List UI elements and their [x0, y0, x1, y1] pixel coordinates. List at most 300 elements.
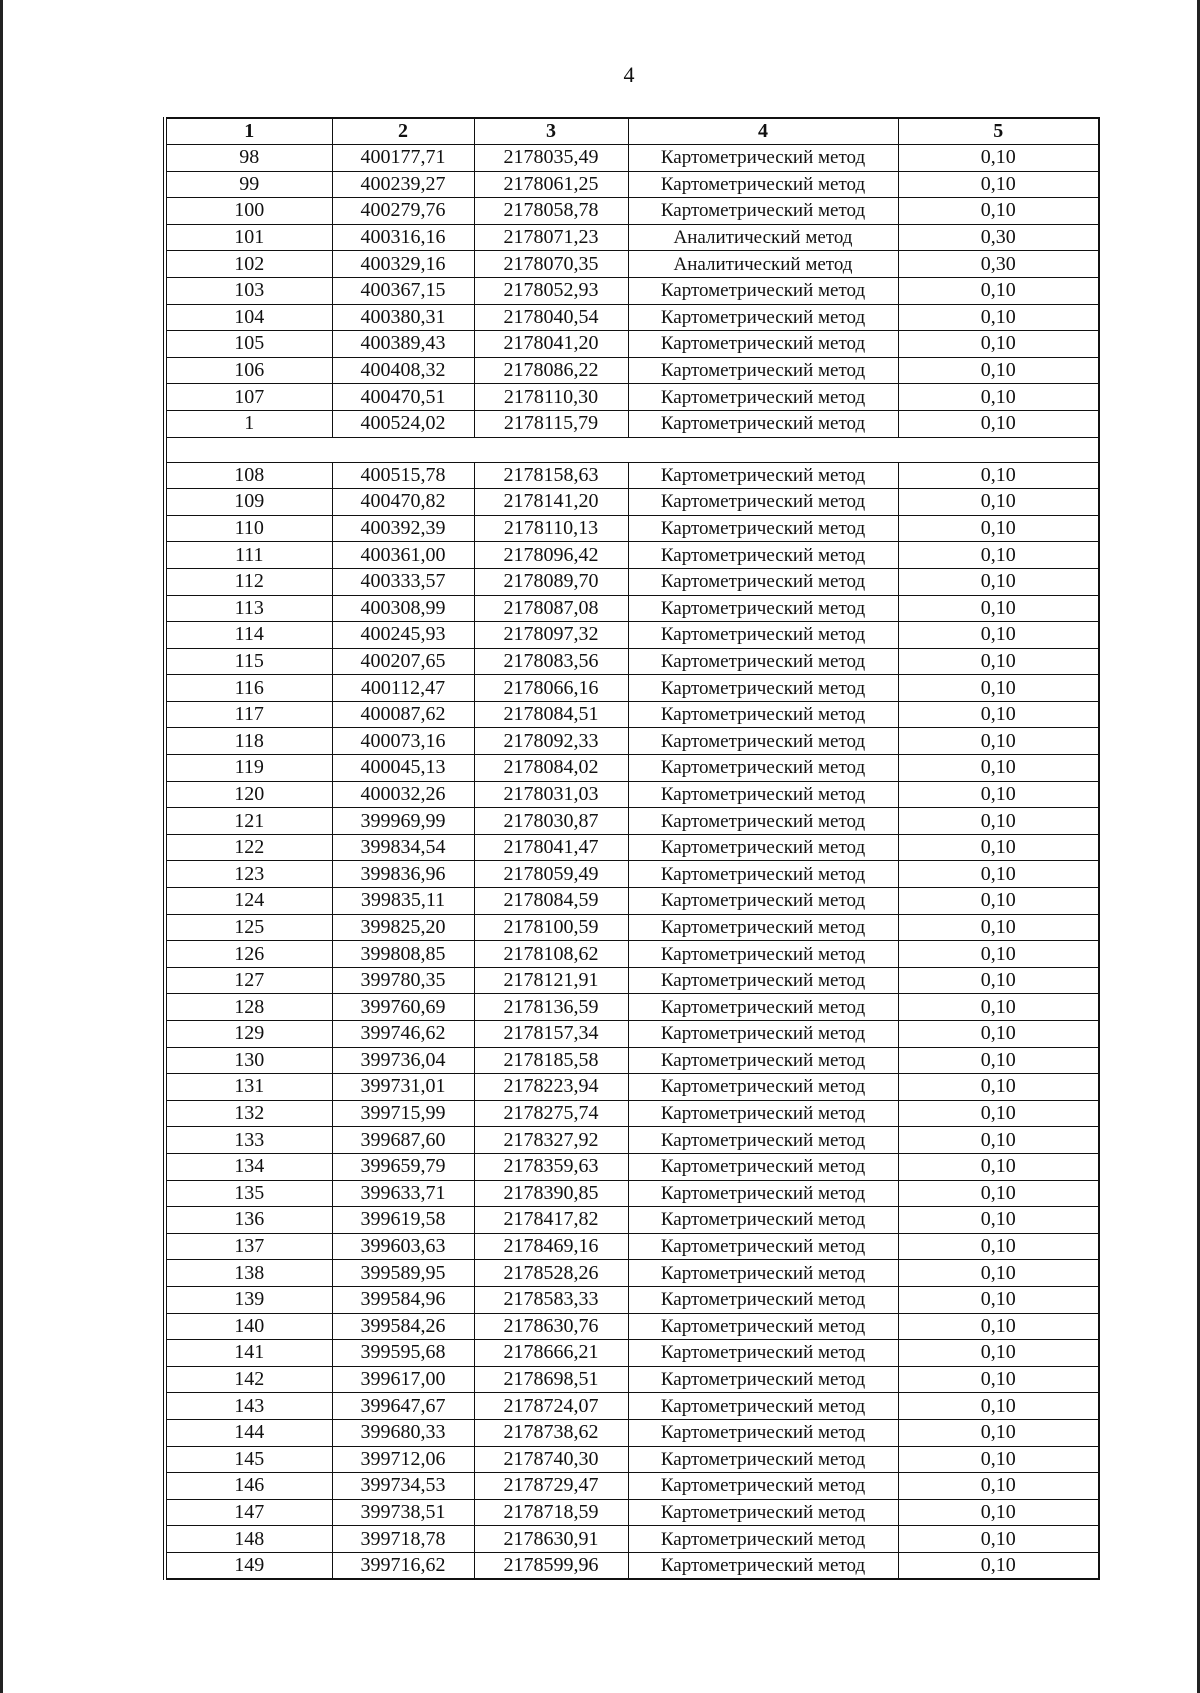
cell-determination-method: Картометрический метод	[628, 675, 898, 702]
cell-determination-method: Картометрический метод	[628, 994, 898, 1021]
cell-accuracy: 0,10	[898, 701, 1099, 728]
cell-point-number: 125	[165, 914, 332, 941]
cell-accuracy: 0,10	[898, 967, 1099, 994]
cell-accuracy: 0,30	[898, 251, 1099, 278]
cell-y-coordinate: 2178086,22	[474, 357, 628, 384]
cell-determination-method: Картометрический метод	[628, 1499, 898, 1526]
cell-determination-method: Картометрический метод	[628, 701, 898, 728]
cell-y-coordinate: 2178041,20	[474, 331, 628, 358]
cell-point-number: 146	[165, 1473, 332, 1500]
table-row	[165, 410, 1099, 437]
table-header-row	[165, 118, 1099, 145]
cell-x-coordinate: 399825,20	[332, 914, 474, 941]
cell-accuracy: 0,10	[898, 622, 1099, 649]
cell-determination-method: Картометрический метод	[628, 1552, 898, 1579]
cell-x-coordinate: 399619,58	[332, 1207, 474, 1234]
cell-x-coordinate: 400032,26	[332, 781, 474, 808]
cell-accuracy: 0,10	[898, 1021, 1099, 1048]
cell-y-coordinate: 2178275,74	[474, 1100, 628, 1127]
cell-point-number: 147	[165, 1499, 332, 1526]
cell-determination-method: Картометрический метод	[628, 1526, 898, 1553]
cell-determination-method: Аналитический метод	[628, 224, 898, 251]
cell-point-number: 109	[165, 489, 332, 516]
cell-accuracy: 0,10	[898, 595, 1099, 622]
cell-y-coordinate: 2178121,91	[474, 967, 628, 994]
cell-determination-method: Картометрический метод	[628, 1100, 898, 1127]
cell-accuracy: 0,10	[898, 171, 1099, 198]
cell-point-number: 131	[165, 1074, 332, 1101]
table-row	[165, 568, 1099, 595]
cell-y-coordinate: 2178738,62	[474, 1419, 628, 1446]
cell-x-coordinate: 400245,93	[332, 622, 474, 649]
cell-y-coordinate: 2178136,59	[474, 994, 628, 1021]
cell-point-number: 114	[165, 622, 332, 649]
cell-determination-method: Картометрический метод	[628, 808, 898, 835]
cell-y-coordinate: 2178110,13	[474, 515, 628, 542]
cell-y-coordinate: 2178070,35	[474, 251, 628, 278]
cell-y-coordinate: 2178141,20	[474, 489, 628, 516]
cell-y-coordinate: 2178035,49	[474, 145, 628, 172]
cell-y-coordinate: 2178030,87	[474, 808, 628, 835]
cell-x-coordinate: 400073,16	[332, 728, 474, 755]
cell-determination-method: Картометрический метод	[628, 1366, 898, 1393]
cell-determination-method: Картометрический метод	[628, 410, 898, 437]
cell-accuracy: 0,10	[898, 728, 1099, 755]
cell-accuracy: 0,10	[898, 1047, 1099, 1074]
cell-x-coordinate: 400316,16	[332, 224, 474, 251]
cell-y-coordinate: 2178108,62	[474, 941, 628, 968]
cell-accuracy: 0,10	[898, 1340, 1099, 1367]
cell-determination-method: Картометрический метод	[628, 1419, 898, 1446]
cell-determination-method: Картометрический метод	[628, 171, 898, 198]
cell-y-coordinate: 2178097,32	[474, 622, 628, 649]
cell-accuracy: 0,10	[898, 1552, 1099, 1579]
cell-y-coordinate: 2178041,47	[474, 834, 628, 861]
cell-x-coordinate: 400389,43	[332, 331, 474, 358]
table-row	[165, 1233, 1099, 1260]
cell-point-number: 115	[165, 648, 332, 675]
table-row	[165, 781, 1099, 808]
cell-accuracy: 0,10	[898, 568, 1099, 595]
cell-point-number: 103	[165, 277, 332, 304]
cell-x-coordinate: 400333,57	[332, 568, 474, 595]
cell-y-coordinate: 2178327,92	[474, 1127, 628, 1154]
cell-point-number: 143	[165, 1393, 332, 1420]
cell-determination-method: Картометрический метод	[628, 781, 898, 808]
table-row	[165, 1393, 1099, 1420]
cell-determination-method: Картометрический метод	[628, 728, 898, 755]
coordinates-table	[163, 117, 1100, 1580]
cell-accuracy: 0,10	[898, 331, 1099, 358]
cell-y-coordinate: 2178040,54	[474, 304, 628, 331]
table-block-1	[165, 145, 1099, 438]
cell-y-coordinate: 2178087,08	[474, 595, 628, 622]
cell-y-coordinate: 2178059,49	[474, 861, 628, 888]
table-row	[165, 701, 1099, 728]
cell-x-coordinate: 399736,04	[332, 1047, 474, 1074]
cell-y-coordinate: 2178058,78	[474, 198, 628, 225]
cell-determination-method: Картометрический метод	[628, 622, 898, 649]
cell-x-coordinate: 399780,35	[332, 967, 474, 994]
cell-point-number: 1	[165, 410, 332, 437]
cell-x-coordinate: 400380,31	[332, 304, 474, 331]
cell-determination-method: Картометрический метод	[628, 1127, 898, 1154]
header-col-3: 3	[474, 118, 628, 145]
cell-x-coordinate: 400279,76	[332, 198, 474, 225]
table-row	[165, 1473, 1099, 1500]
table-row	[165, 515, 1099, 542]
cell-point-number: 108	[165, 462, 332, 489]
cell-point-number: 136	[165, 1207, 332, 1234]
cell-determination-method: Картометрический метод	[628, 277, 898, 304]
cell-point-number: 101	[165, 224, 332, 251]
cell-determination-method: Картометрический метод	[628, 861, 898, 888]
cell-accuracy: 0,10	[898, 1207, 1099, 1234]
page-number: 4	[623, 62, 635, 87]
cell-point-number: 98	[165, 145, 332, 172]
table-row	[165, 1446, 1099, 1473]
cell-x-coordinate: 399738,51	[332, 1499, 474, 1526]
cell-point-number: 119	[165, 755, 332, 782]
cell-y-coordinate: 2178110,30	[474, 384, 628, 411]
cell-y-coordinate: 2178084,51	[474, 701, 628, 728]
cell-y-coordinate: 2178066,16	[474, 675, 628, 702]
cell-y-coordinate: 2178417,82	[474, 1207, 628, 1234]
cell-accuracy: 0,10	[898, 1233, 1099, 1260]
cell-accuracy: 0,10	[898, 304, 1099, 331]
cell-accuracy: 0,10	[898, 1366, 1099, 1393]
cell-x-coordinate: 399834,54	[332, 834, 474, 861]
cell-point-number: 123	[165, 861, 332, 888]
cell-determination-method: Картометрический метод	[628, 304, 898, 331]
cell-x-coordinate: 399595,68	[332, 1340, 474, 1367]
cell-determination-method: Картометрический метод	[628, 1393, 898, 1420]
cell-determination-method: Картометрический метод	[628, 1021, 898, 1048]
cell-x-coordinate: 400367,15	[332, 277, 474, 304]
cell-x-coordinate: 399589,95	[332, 1260, 474, 1287]
cell-x-coordinate: 399712,06	[332, 1446, 474, 1473]
cell-y-coordinate: 2178359,63	[474, 1153, 628, 1180]
cell-determination-method: Картометрический метод	[628, 648, 898, 675]
cell-x-coordinate: 400470,82	[332, 489, 474, 516]
header-col-1: 1	[165, 118, 332, 145]
cell-accuracy: 0,10	[898, 1419, 1099, 1446]
cell-x-coordinate: 399716,62	[332, 1552, 474, 1579]
table-row	[165, 1153, 1099, 1180]
cell-point-number: 139	[165, 1286, 332, 1313]
cell-point-number: 113	[165, 595, 332, 622]
cell-y-coordinate: 2178061,25	[474, 171, 628, 198]
cell-accuracy: 0,10	[898, 1499, 1099, 1526]
cell-accuracy: 0,10	[898, 648, 1099, 675]
cell-determination-method: Картометрический метод	[628, 1286, 898, 1313]
cell-accuracy: 0,10	[898, 808, 1099, 835]
cell-x-coordinate: 400207,65	[332, 648, 474, 675]
cell-point-number: 121	[165, 808, 332, 835]
cell-y-coordinate: 2178729,47	[474, 1473, 628, 1500]
cell-point-number: 99	[165, 171, 332, 198]
cell-point-number: 104	[165, 304, 332, 331]
table-block-separator	[165, 437, 1099, 462]
table-row	[165, 1366, 1099, 1393]
cell-point-number: 134	[165, 1153, 332, 1180]
cell-point-number: 141	[165, 1340, 332, 1367]
separator-row	[165, 437, 1099, 462]
cell-y-coordinate: 2178089,70	[474, 568, 628, 595]
table-row	[165, 1526, 1099, 1553]
cell-x-coordinate: 400045,13	[332, 755, 474, 782]
table-row	[165, 462, 1099, 489]
cell-x-coordinate: 399647,67	[332, 1393, 474, 1420]
cell-y-coordinate: 2178528,26	[474, 1260, 628, 1287]
cell-determination-method: Картометрический метод	[628, 331, 898, 358]
cell-y-coordinate: 2178599,96	[474, 1552, 628, 1579]
cell-y-coordinate: 2178666,21	[474, 1340, 628, 1367]
cell-accuracy: 0,10	[898, 542, 1099, 569]
cell-point-number: 106	[165, 357, 332, 384]
cell-x-coordinate: 399584,96	[332, 1286, 474, 1313]
cell-y-coordinate: 2178469,16	[474, 1233, 628, 1260]
cell-determination-method: Картометрический метод	[628, 755, 898, 782]
cell-determination-method: Картометрический метод	[628, 941, 898, 968]
table-row	[165, 1021, 1099, 1048]
cell-point-number: 100	[165, 198, 332, 225]
cell-accuracy: 0,10	[898, 1100, 1099, 1127]
table-row	[165, 675, 1099, 702]
cell-x-coordinate: 399731,01	[332, 1074, 474, 1101]
table-row	[165, 1552, 1099, 1579]
table-row	[165, 1074, 1099, 1101]
cell-y-coordinate: 2178698,51	[474, 1366, 628, 1393]
cell-determination-method: Картометрический метод	[628, 888, 898, 915]
cell-point-number: 111	[165, 542, 332, 569]
cell-accuracy: 0,10	[898, 1446, 1099, 1473]
cell-y-coordinate: 2178157,34	[474, 1021, 628, 1048]
table-row	[165, 1419, 1099, 1446]
cell-accuracy: 0,10	[898, 410, 1099, 437]
cell-x-coordinate: 400524,02	[332, 410, 474, 437]
cell-y-coordinate: 2178630,76	[474, 1313, 628, 1340]
cell-point-number: 116	[165, 675, 332, 702]
table-row	[165, 1207, 1099, 1234]
cell-x-coordinate: 400515,78	[332, 462, 474, 489]
cell-determination-method: Картометрический метод	[628, 1340, 898, 1367]
table-row	[165, 861, 1099, 888]
cell-x-coordinate: 399835,11	[332, 888, 474, 915]
cell-accuracy: 0,10	[898, 1313, 1099, 1340]
cell-accuracy: 0,10	[898, 914, 1099, 941]
cell-determination-method: Картометрический метод	[628, 1207, 898, 1234]
cell-accuracy: 0,10	[898, 994, 1099, 1021]
cell-x-coordinate: 399969,99	[332, 808, 474, 835]
cell-x-coordinate: 399633,71	[332, 1180, 474, 1207]
cell-accuracy: 0,10	[898, 888, 1099, 915]
cell-x-coordinate: 399760,69	[332, 994, 474, 1021]
cell-determination-method: Картометрический метод	[628, 1153, 898, 1180]
table-row	[165, 357, 1099, 384]
cell-x-coordinate: 400361,00	[332, 542, 474, 569]
cell-accuracy: 0,30	[898, 224, 1099, 251]
cell-x-coordinate: 399659,79	[332, 1153, 474, 1180]
table-row	[165, 304, 1099, 331]
cell-point-number: 138	[165, 1260, 332, 1287]
cell-determination-method: Картометрический метод	[628, 1074, 898, 1101]
table-row	[165, 834, 1099, 861]
cell-x-coordinate: 399617,00	[332, 1366, 474, 1393]
cell-point-number: 130	[165, 1047, 332, 1074]
cell-determination-method: Картометрический метод	[628, 1180, 898, 1207]
table-row	[165, 941, 1099, 968]
cell-point-number: 140	[165, 1313, 332, 1340]
table-row	[165, 1340, 1099, 1367]
cell-determination-method: Картометрический метод	[628, 384, 898, 411]
cell-accuracy: 0,10	[898, 357, 1099, 384]
table-row	[165, 489, 1099, 516]
cell-x-coordinate: 400087,62	[332, 701, 474, 728]
cell-accuracy: 0,10	[898, 1393, 1099, 1420]
cell-determination-method: Картометрический метод	[628, 1260, 898, 1287]
cell-determination-method: Картометрический метод	[628, 145, 898, 172]
cell-accuracy: 0,10	[898, 462, 1099, 489]
table-row	[165, 1047, 1099, 1074]
cell-point-number: 129	[165, 1021, 332, 1048]
cell-accuracy: 0,10	[898, 834, 1099, 861]
cell-accuracy: 0,10	[898, 1074, 1099, 1101]
cell-y-coordinate: 2178084,59	[474, 888, 628, 915]
cell-accuracy: 0,10	[898, 1260, 1099, 1287]
cell-x-coordinate: 399715,99	[332, 1100, 474, 1127]
cell-y-coordinate: 2178092,33	[474, 728, 628, 755]
cell-determination-method: Картометрический метод	[628, 198, 898, 225]
cell-determination-method: Картометрический метод	[628, 1446, 898, 1473]
cell-accuracy: 0,10	[898, 198, 1099, 225]
cell-point-number: 133	[165, 1127, 332, 1154]
cell-point-number: 137	[165, 1233, 332, 1260]
cell-accuracy: 0,10	[898, 277, 1099, 304]
cell-x-coordinate: 399808,85	[332, 941, 474, 968]
table-row	[165, 994, 1099, 1021]
cell-y-coordinate: 2178740,30	[474, 1446, 628, 1473]
cell-y-coordinate: 2178100,59	[474, 914, 628, 941]
table-row	[165, 755, 1099, 782]
cell-determination-method: Картометрический метод	[628, 1473, 898, 1500]
cell-point-number: 132	[165, 1100, 332, 1127]
page-left-edge	[0, 0, 3, 1693]
table-row	[165, 622, 1099, 649]
cell-y-coordinate: 2178084,02	[474, 755, 628, 782]
cell-y-coordinate: 2178223,94	[474, 1074, 628, 1101]
table-row	[165, 542, 1099, 569]
table-row	[165, 888, 1099, 915]
cell-accuracy: 0,10	[898, 1127, 1099, 1154]
cell-determination-method: Картометрический метод	[628, 568, 898, 595]
table-row	[165, 384, 1099, 411]
cell-determination-method: Картометрический метод	[628, 1313, 898, 1340]
cell-point-number: 105	[165, 331, 332, 358]
cell-y-coordinate: 2178071,23	[474, 224, 628, 251]
cell-point-number: 124	[165, 888, 332, 915]
cell-x-coordinate: 400408,32	[332, 357, 474, 384]
cell-accuracy: 0,10	[898, 145, 1099, 172]
cell-accuracy: 0,10	[898, 755, 1099, 782]
table-row	[165, 808, 1099, 835]
cell-x-coordinate: 400112,47	[332, 675, 474, 702]
cell-x-coordinate: 399734,53	[332, 1473, 474, 1500]
cell-point-number: 110	[165, 515, 332, 542]
cell-point-number: 126	[165, 941, 332, 968]
cell-point-number: 120	[165, 781, 332, 808]
table-row	[165, 648, 1099, 675]
header-col-4: 4	[628, 118, 898, 145]
table-row	[165, 1100, 1099, 1127]
cell-x-coordinate: 400308,99	[332, 595, 474, 622]
cell-accuracy: 0,10	[898, 489, 1099, 516]
cell-determination-method: Картометрический метод	[628, 834, 898, 861]
cell-point-number: 118	[165, 728, 332, 755]
cell-x-coordinate: 399584,26	[332, 1313, 474, 1340]
cell-accuracy: 0,10	[898, 1153, 1099, 1180]
table-row	[165, 595, 1099, 622]
cell-determination-method: Картометрический метод	[628, 1233, 898, 1260]
cell-point-number: 112	[165, 568, 332, 595]
table-row	[165, 171, 1099, 198]
cell-y-coordinate: 2178031,03	[474, 781, 628, 808]
cell-point-number: 149	[165, 1552, 332, 1579]
cell-determination-method: Картометрический метод	[628, 462, 898, 489]
cell-accuracy: 0,10	[898, 941, 1099, 968]
cell-y-coordinate: 2178724,07	[474, 1393, 628, 1420]
cell-point-number: 122	[165, 834, 332, 861]
cell-determination-method: Картометрический метод	[628, 1047, 898, 1074]
table-row	[165, 224, 1099, 251]
cell-accuracy: 0,10	[898, 1180, 1099, 1207]
table-row	[165, 914, 1099, 941]
table-row	[165, 1499, 1099, 1526]
cell-accuracy: 0,10	[898, 861, 1099, 888]
cell-y-coordinate: 2178158,63	[474, 462, 628, 489]
cell-determination-method: Картометрический метод	[628, 357, 898, 384]
cell-point-number: 127	[165, 967, 332, 994]
cell-y-coordinate: 2178052,93	[474, 277, 628, 304]
table-block-2	[165, 462, 1099, 1579]
cell-x-coordinate: 399603,63	[332, 1233, 474, 1260]
cell-y-coordinate: 2178390,85	[474, 1180, 628, 1207]
cell-x-coordinate: 400329,16	[332, 251, 474, 278]
table-row	[165, 1286, 1099, 1313]
cell-x-coordinate: 400470,51	[332, 384, 474, 411]
cell-point-number: 128	[165, 994, 332, 1021]
cell-y-coordinate: 2178583,33	[474, 1286, 628, 1313]
cell-x-coordinate: 400239,27	[332, 171, 474, 198]
table-row	[165, 728, 1099, 755]
cell-accuracy: 0,10	[898, 781, 1099, 808]
table-row	[165, 1313, 1099, 1340]
cell-y-coordinate: 2178083,56	[474, 648, 628, 675]
cell-point-number: 145	[165, 1446, 332, 1473]
cell-x-coordinate: 399718,78	[332, 1526, 474, 1553]
cell-y-coordinate: 2178185,58	[474, 1047, 628, 1074]
cell-accuracy: 0,10	[898, 1473, 1099, 1500]
cell-y-coordinate: 2178718,59	[474, 1499, 628, 1526]
table-row	[165, 967, 1099, 994]
cell-determination-method: Картометрический метод	[628, 489, 898, 516]
cell-point-number: 144	[165, 1419, 332, 1446]
header-col-2: 2	[332, 118, 474, 145]
cell-accuracy: 0,10	[898, 675, 1099, 702]
cell-point-number: 142	[165, 1366, 332, 1393]
cell-determination-method: Картометрический метод	[628, 542, 898, 569]
cell-x-coordinate: 400177,71	[332, 145, 474, 172]
